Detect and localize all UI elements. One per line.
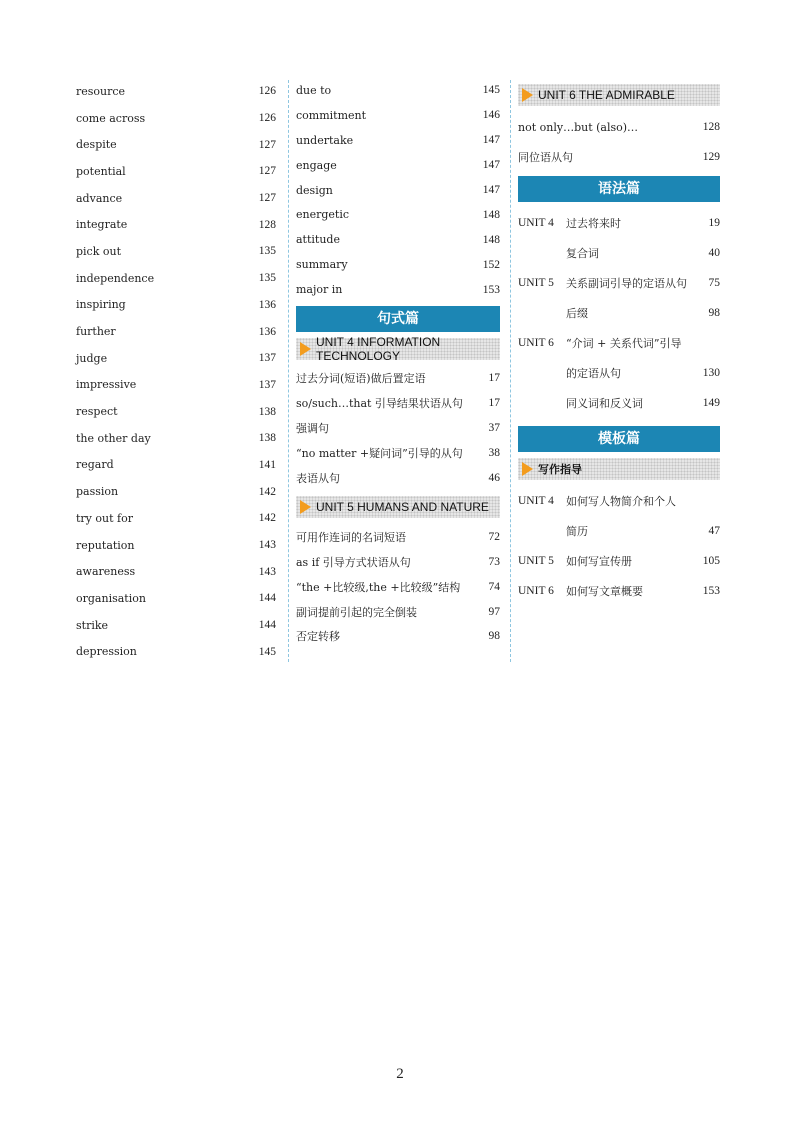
entry-page: 142 [258,512,276,525]
entry-page: 74 [488,580,500,593]
toc-column-3 [518,78,720,606]
entry-page: 144 [258,619,276,632]
toc-entry [76,398,276,425]
entry-page: 17 [488,397,500,410]
toc-entry [76,452,276,479]
toc-entry [296,624,500,649]
toc-entry [296,416,500,441]
entry-page: 145 [482,84,500,97]
triangle-icon [300,342,311,356]
toc-entry [76,532,276,559]
toc-entry [76,638,276,665]
entry-text: 同义词和反义词 [566,397,643,410]
toc-entry [518,112,720,142]
entry-page: 153 [702,585,720,597]
toc-entry [296,252,500,277]
entry-text: the other day [76,431,151,445]
entry-text: potential [76,164,126,178]
entry-page: 146 [482,109,500,122]
toc-entry [296,227,500,252]
entry-text: energetic [296,208,350,222]
toc-entry [76,78,276,105]
entry-text: further [76,325,116,339]
entry-text: come across [76,111,146,125]
entry-text: pick out [76,244,122,258]
entry-page: 148 [482,233,500,246]
entry-text: 副词提前引起的完全倒装 [296,605,417,619]
entry-page: 126 [258,85,276,98]
unit-6-header [518,84,720,106]
toc-entry [518,516,720,546]
entry-text: 简历 [566,525,588,538]
entry-text: inspiring [76,298,126,312]
toc-column-2 [296,78,500,649]
entry-text: advance [76,191,123,205]
entry-page: 147 [482,134,500,147]
entry-page: 145 [258,645,276,658]
entry-text: 如何写宣传册 [566,555,632,568]
toc-entry [296,391,500,416]
entry-page: 127 [258,192,276,205]
toc-entry [296,524,500,549]
entry-page: 38 [488,447,500,460]
toc-entry [296,277,500,302]
entry-text: 强调句 [296,422,329,436]
toc-entry [296,366,500,391]
toc-entry [518,576,720,606]
unit-4-list [296,366,500,490]
toc-entry [518,486,720,516]
toc-entry [76,585,276,612]
toc-entry [296,466,500,491]
toc-entry [518,358,720,388]
entry-text: organisation [76,591,146,605]
vocab-column-1 [76,78,276,665]
toc-entry [76,265,276,292]
entry-text: 可用作连词的名词短语 [296,530,406,544]
entry-page: 105 [702,555,720,567]
entry-text: judge [76,351,108,365]
entry-page: 143 [258,565,276,578]
entry-unit: UNIT 5 [518,277,554,289]
entry-page: 149 [702,397,720,409]
entry-text: awareness [76,565,136,579]
entry-text: 过去分词(短语)做后置定语 [296,372,426,386]
unit-5-list [296,524,500,648]
entry-text: so/such…that 引导结果状语从句 [296,397,463,411]
toc-entry [518,298,720,328]
entry-text: summary [296,258,348,272]
entry-page: 46 [488,472,500,485]
triangle-icon [522,88,533,102]
entry-page: 129 [702,151,720,163]
toc-entry [296,128,500,153]
page-number: 2 [396,1066,404,1082]
toc-entry [296,153,500,178]
entry-page: 72 [488,530,500,543]
entry-page: 126 [258,112,276,125]
entry-page: 73 [488,555,500,568]
toc-entry [518,268,720,298]
entry-text: reputation [76,538,135,552]
entry-page: 137 [258,352,276,365]
entry-text: undertake [296,133,354,147]
entry-text: 关系副词引导的定语从句 [566,277,687,290]
toc-entry [518,208,720,238]
toc-entry [76,612,276,639]
entry-text: independence [76,271,155,285]
entry-page: 147 [482,184,500,196]
toc-entry [76,478,276,505]
entry-text: 同位语从句 [518,151,573,164]
entry-text: 表语从句 [296,472,340,486]
unit-5-header [296,496,500,518]
entry-text: integrate [76,218,128,232]
toc-entry [76,105,276,132]
entry-text: engage [296,158,337,172]
entry-text: impressive [76,378,137,392]
entry-text: as if 引导方式状语从句 [296,555,411,569]
toc-entry [76,425,276,452]
entry-page: 148 [482,208,500,221]
toc-entry [76,292,276,319]
unit-6-list [518,112,720,172]
toc-entry [76,131,276,158]
toc-entry [296,574,500,599]
entry-page: 141 [258,458,276,471]
section-title-sentence-patterns: 句式篇 [296,306,500,332]
toc-entry [76,345,276,372]
toc-entry [76,372,276,399]
entry-text: try out for [76,511,133,525]
toc-entry [296,178,500,203]
entry-page: 142 [258,485,276,498]
toc-entry [296,549,500,574]
column-divider [510,80,511,662]
entry-text: despite [76,138,117,152]
entry-page: 153 [482,283,500,296]
entry-text: 如何写人物简介和个人 [566,495,676,508]
unit-4-header [296,335,500,364]
toc-entry [296,599,500,624]
entry-page: 144 [258,592,276,605]
toc-entry [76,238,276,265]
entry-page: 127 [258,165,276,178]
entry-text: 如何写文章概要 [566,585,643,598]
entry-page: 136 [258,325,276,338]
entry-text: 过去将来时 [566,217,621,230]
toc-entry [296,78,500,103]
entry-text: respect [76,405,118,419]
unit-4-title: UNIT 4 INFORMATION TECHNOLOGY [316,335,441,364]
entry-text: commitment [296,108,367,122]
toc-entry [296,103,500,128]
entry-page: 128 [702,121,720,133]
entry-text: strike [76,618,109,632]
toc-entry [518,546,720,576]
toc-entry [296,202,500,227]
entry-page: 135 [258,245,276,258]
entry-page: 75 [708,277,720,289]
entry-page: 17 [488,372,500,385]
entry-unit: UNIT 5 [518,555,554,567]
entry-text: resource [76,84,126,98]
toc-entry [518,328,720,358]
entry-unit: UNIT 6 [518,585,554,597]
vocab-list-continued [296,78,500,302]
entry-text: regard [76,458,114,472]
entry-page: 127 [258,138,276,151]
entry-page: 137 [258,378,276,391]
entry-page: 130 [702,367,720,379]
entry-page: 128 [258,218,276,231]
entry-unit: UNIT 4 [518,495,554,507]
entry-text: depression [76,645,137,659]
template-list [518,486,720,606]
grammar-list [518,208,720,418]
toc-entry [76,318,276,345]
entry-text: 的定语从句 [566,367,621,380]
toc-entry [296,441,500,466]
entry-text: major in [296,283,343,297]
section-title-grammar: 语法篇 [518,176,720,202]
entry-text: design [296,183,333,197]
triangle-icon [522,462,533,476]
unit-6-title: UNIT 6 THE ADMIRABLE [538,88,675,102]
entry-page: 138 [258,432,276,445]
entry-text: passion [76,485,119,499]
section-title-templates: 模板篇 [518,426,720,452]
entry-unit: UNIT 6 [518,337,554,349]
entry-text: “the +比较级,the +比较级”结构 [296,580,461,594]
entry-page: 19 [708,217,720,229]
unit-5-title: UNIT 5 HUMANS AND NATURE [316,500,489,515]
toc-entry [518,142,720,172]
entry-text: attitude [296,233,340,247]
entry-text: “no matter +疑问词”引导的从句 [296,447,463,461]
toc-entry [76,558,276,585]
toc-entry [76,211,276,238]
entry-text: 复合词 [566,247,599,260]
entry-page: 143 [258,539,276,552]
entry-page: 47 [708,525,720,537]
column-divider [288,80,289,662]
entry-text: 否定转移 [296,630,340,644]
entry-page: 147 [482,159,500,172]
writing-guide-header [518,458,720,480]
entry-text: due to [296,83,332,97]
entry-page: 98 [488,630,500,643]
entry-text: 后缀 [566,307,588,320]
entry-text: “介词 + 关系代词”引导 [566,337,682,350]
entry-page: 138 [258,405,276,418]
entry-unit: UNIT 4 [518,217,554,229]
entry-page: 37 [488,422,500,435]
toc-entry [518,238,720,268]
entry-page: 40 [708,247,720,259]
toc-entry [76,185,276,212]
toc-entry [518,388,720,418]
triangle-icon [300,500,311,514]
entry-page: 135 [258,272,276,285]
toc-entry [76,158,276,185]
entry-page: 97 [488,605,500,618]
entry-page: 98 [708,307,720,319]
toc-entry [76,505,276,532]
entry-text: not only…but (also)… [518,120,639,134]
entry-page: 152 [482,258,500,271]
entry-page: 136 [258,298,276,311]
writing-guide-title: 写作指导 [538,463,582,476]
